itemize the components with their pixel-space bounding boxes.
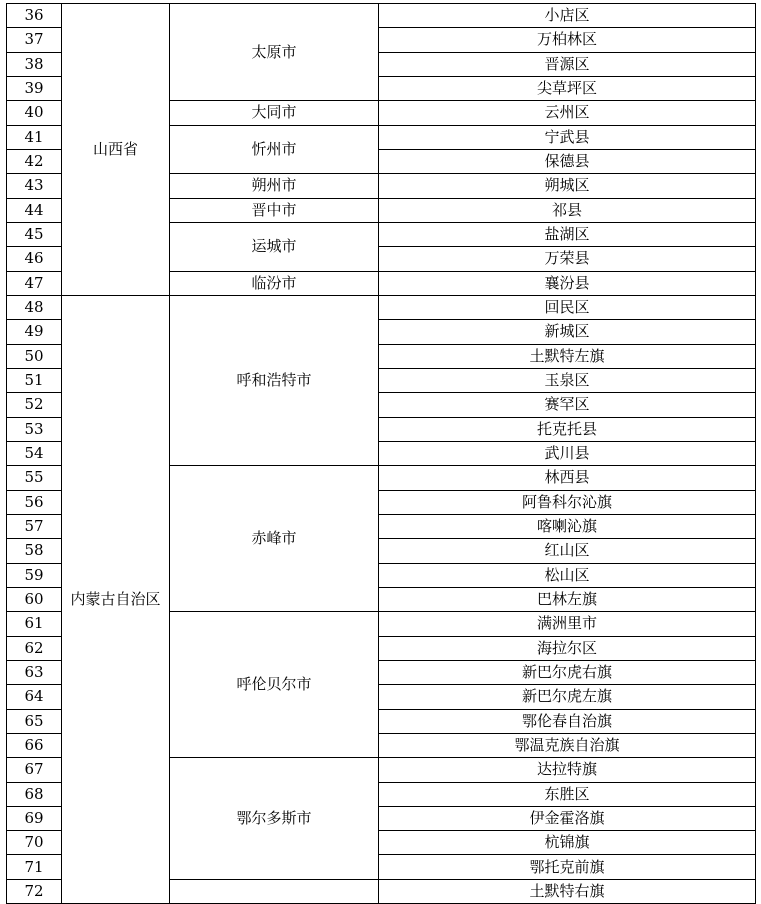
row-number: 38 [7, 52, 62, 76]
row-number: 37 [7, 28, 62, 52]
district-cell: 朔城区 [379, 174, 756, 198]
city-cell: 鄂尔多斯市 [170, 758, 379, 880]
district-cell: 小店区 [379, 4, 756, 28]
row-number: 65 [7, 709, 62, 733]
city-cell: 朔州市 [170, 174, 379, 198]
district-cell: 襄汾县 [379, 271, 756, 295]
row-number: 48 [7, 295, 62, 319]
city-cell: 临汾市 [170, 271, 379, 295]
city-cell: 呼和浩特市 [170, 295, 379, 465]
district-cell: 祁县 [379, 198, 756, 222]
district-cell: 万荣县 [379, 247, 756, 271]
row-number: 55 [7, 466, 62, 490]
district-cell: 鄂托克前旗 [379, 855, 756, 879]
row-number: 69 [7, 806, 62, 830]
district-cell: 托克托县 [379, 417, 756, 441]
province-cell: 内蒙古自治区 [62, 295, 170, 903]
district-cell: 晋源区 [379, 52, 756, 76]
row-number: 45 [7, 222, 62, 246]
district-cell: 伊金霍洛旗 [379, 806, 756, 830]
row-number: 61 [7, 612, 62, 636]
row-number: 60 [7, 587, 62, 611]
district-cell: 宁武县 [379, 125, 756, 149]
row-number: 50 [7, 344, 62, 368]
region-table-container [6, 3, 756, 904]
row-number: 44 [7, 198, 62, 222]
district-cell: 松山区 [379, 563, 756, 587]
district-cell: 阿鲁科尔沁旗 [379, 490, 756, 514]
row-number: 41 [7, 125, 62, 149]
district-cell: 玉泉区 [379, 368, 756, 392]
row-number: 49 [7, 320, 62, 344]
row-number: 42 [7, 149, 62, 173]
district-cell: 保德县 [379, 149, 756, 173]
row-number: 53 [7, 417, 62, 441]
row-number: 59 [7, 563, 62, 587]
district-cell: 喀喇沁旗 [379, 514, 756, 538]
district-cell: 鄂伦春自治旗 [379, 709, 756, 733]
row-number: 67 [7, 758, 62, 782]
district-cell: 鄂温克族自治旗 [379, 733, 756, 757]
row-number: 72 [7, 879, 62, 903]
city-cell [170, 879, 379, 903]
row-number: 68 [7, 782, 62, 806]
district-cell: 盐湖区 [379, 222, 756, 246]
district-cell: 达拉特旗 [379, 758, 756, 782]
district-cell: 新城区 [379, 320, 756, 344]
row-number: 62 [7, 636, 62, 660]
table-row [7, 4, 756, 28]
row-number: 47 [7, 271, 62, 295]
district-cell: 满洲里市 [379, 612, 756, 636]
district-cell: 新巴尔虎右旗 [379, 660, 756, 684]
row-number: 56 [7, 490, 62, 514]
row-number: 46 [7, 247, 62, 271]
city-cell: 运城市 [170, 222, 379, 271]
district-cell: 云州区 [379, 101, 756, 125]
district-cell: 赛罕区 [379, 393, 756, 417]
row-number: 71 [7, 855, 62, 879]
district-cell: 万柏林区 [379, 28, 756, 52]
city-cell: 太原市 [170, 4, 379, 101]
row-number: 63 [7, 660, 62, 684]
region-table-body [7, 4, 756, 904]
district-cell: 东胜区 [379, 782, 756, 806]
row-number: 43 [7, 174, 62, 198]
row-number: 57 [7, 514, 62, 538]
district-cell: 海拉尔区 [379, 636, 756, 660]
row-number: 51 [7, 368, 62, 392]
row-number: 66 [7, 733, 62, 757]
district-cell: 武川县 [379, 441, 756, 465]
row-number: 54 [7, 441, 62, 465]
province-cell: 山西省 [62, 4, 170, 296]
city-cell: 赤峰市 [170, 466, 379, 612]
row-number: 64 [7, 685, 62, 709]
district-cell: 土默特左旗 [379, 344, 756, 368]
district-cell: 回民区 [379, 295, 756, 319]
row-number: 70 [7, 831, 62, 855]
district-cell: 土默特右旗 [379, 879, 756, 903]
district-cell: 巴林左旗 [379, 587, 756, 611]
city-cell: 晋中市 [170, 198, 379, 222]
district-cell: 杭锦旗 [379, 831, 756, 855]
district-cell: 林西县 [379, 466, 756, 490]
district-cell: 尖草坪区 [379, 76, 756, 100]
row-number: 39 [7, 76, 62, 100]
city-cell: 大同市 [170, 101, 379, 125]
row-number: 52 [7, 393, 62, 417]
region-table [6, 3, 756, 904]
row-number: 58 [7, 539, 62, 563]
city-cell: 呼伦贝尔市 [170, 612, 379, 758]
city-cell: 忻州市 [170, 125, 379, 174]
district-cell: 新巴尔虎左旗 [379, 685, 756, 709]
row-number: 40 [7, 101, 62, 125]
row-number: 36 [7, 4, 62, 28]
district-cell: 红山区 [379, 539, 756, 563]
table-row [7, 295, 756, 319]
